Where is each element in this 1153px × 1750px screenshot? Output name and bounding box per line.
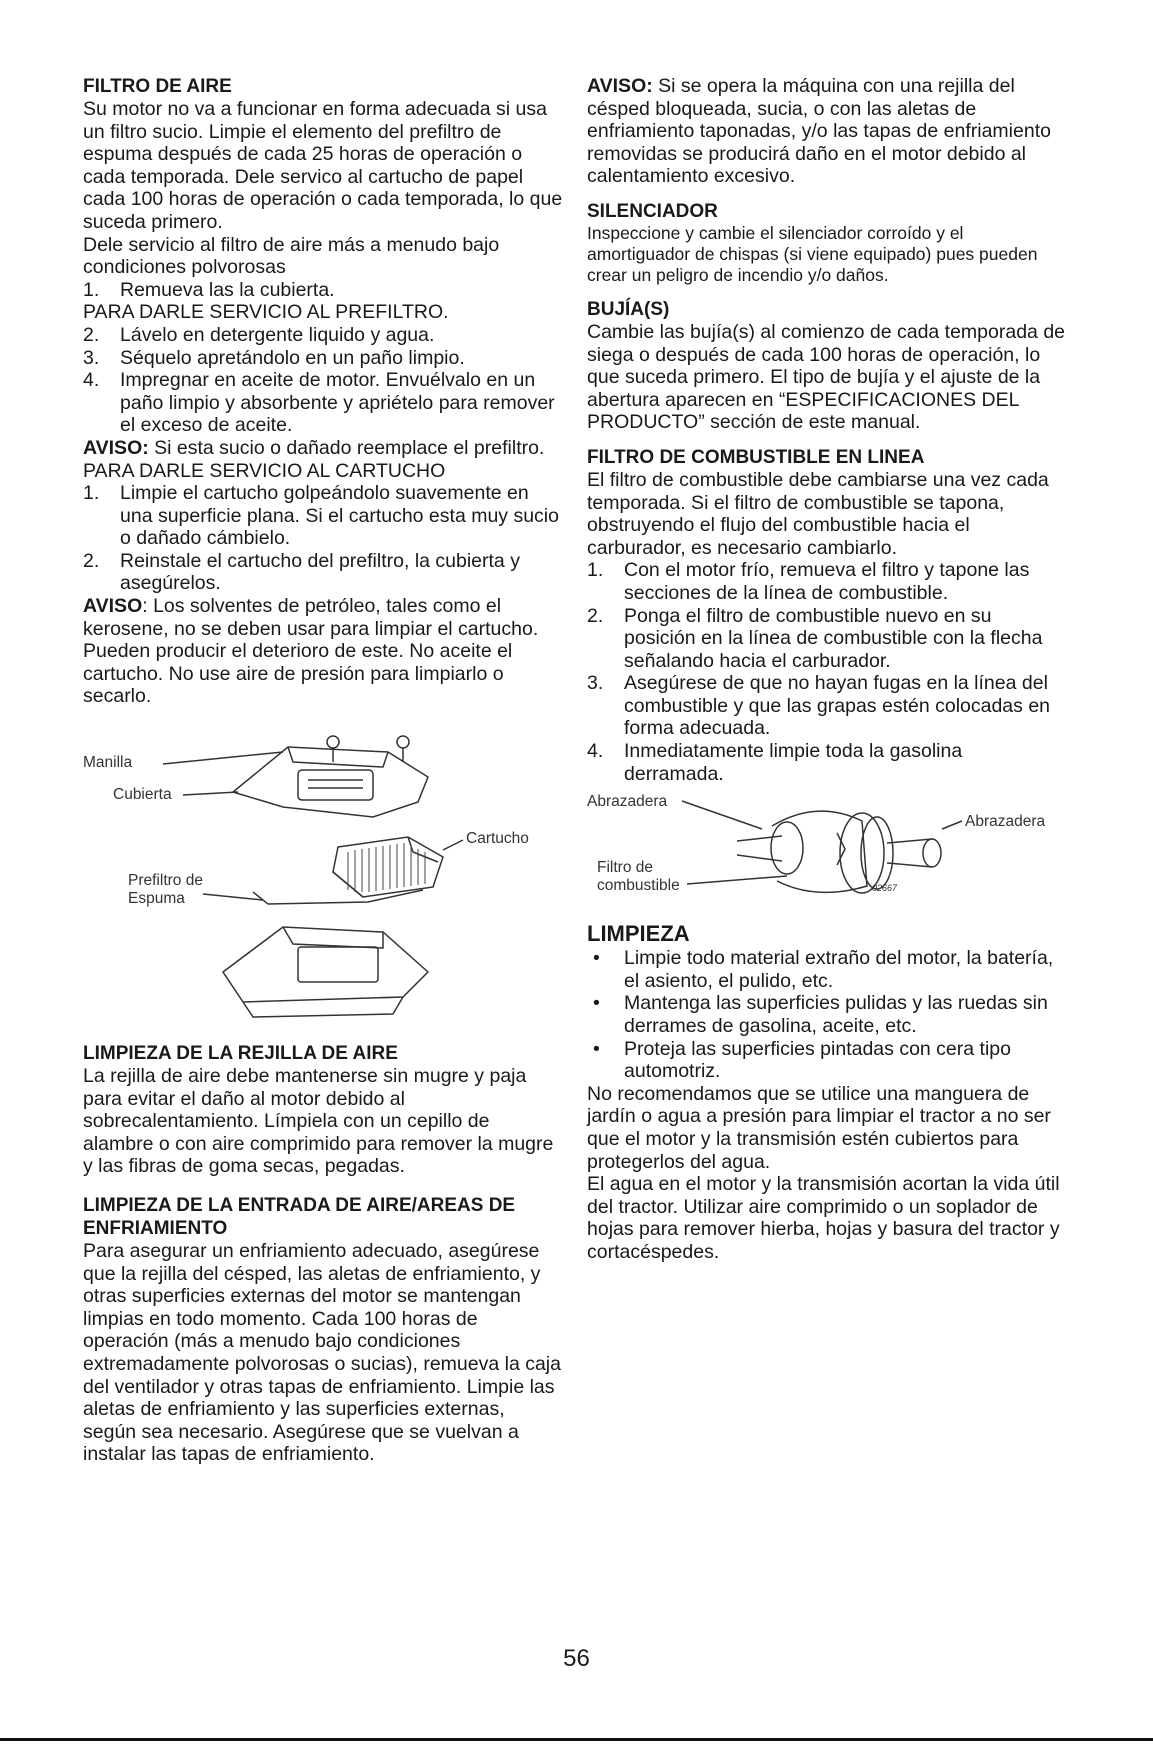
- label-prefiltro-line2: Espuma: [128, 890, 185, 908]
- limpieza-bullets: [587, 947, 1067, 1083]
- limpieza-paragraph-1: No recomendamos que se utilice una manguera de jardín o agua a presión para limpiar el tractor a no ser que el motor y la transmisión estén cubiertos para protegerlos del agua.: [587, 1082, 1051, 1173]
- entrada-aire-paragraph: Para asegurar un enfriamiento adecuado, asegúrese que la rejilla del césped, las aletas de enfriamiento, y otras superficies externas del motor se mantengan limpias en todo momento. Cada 100 horas de operación (más a menudo bajo condiciones extremadamente polvorosas o sucias), remueva la caja del ventilador y otras tapas de enfriamiento. Limpie las aletas de enfriamiento y las superficies externas, según sea necesario. Asegúrese que se vuelvan a instalar las tapas de enfriamiento.: [83, 1240, 561, 1466]
- prefiltro-heading: PARA DARLE SERVICIO AL PREFILTRO.: [83, 301, 449, 324]
- rejilla-title: LIMPIEZA DE LA REJILLA DE AIRE: [83, 1043, 398, 1065]
- label-filtro-line1: Filtro de: [597, 859, 653, 877]
- label-cubierta: Cubierta: [113, 786, 172, 804]
- aviso-sobrecalentamiento: AVISO: Si se opera la máquina con una rejilla del césped bloqueada, sucia, o con las aletas de enfriamiento taponadas, y/o las tapas de enfriamiento removidas se producirá daño en el motor debido al calentamiento excesivo.: [587, 75, 1051, 188]
- list-item: • Mantenga las superficies pulidas y las ruedas sin derrames de gasolina, aceite, etc.: [593, 992, 1048, 1038]
- step-1-list: [83, 279, 563, 302]
- filtro-combustible-title: FILTRO DE COMBUSTIBLE EN LINEA: [587, 446, 925, 468]
- filtro-aire-title: FILTRO DE AIRE: [83, 76, 232, 97]
- list-item: 3. Asegúrese de que no hayan fugas en la línea del combustible y que las grapas estén colocadas en forma adecuada.: [587, 672, 1051, 740]
- list-item: 1. Limpie el cartucho golpeándolo suavemente en una superficie plana. Si el cartucho esta muy sucio o dañado cámbielo.: [83, 482, 559, 550]
- air-filter-figure: [83, 722, 563, 1042]
- aviso-solventes: AVISO: Los solventes de petróleo, tales como el kerosene, no se deben usar para limpiar el cartucho. Pueden producir el deterioro de este. No aceite el cartucho. No use aire de presión para limpiarlo o secarlo.: [83, 595, 539, 708]
- limpieza-paragraph-2: El agua en el motor y la transmisión acortan la vida útil del tractor. Utilizar aire comprimido o un soplador de hojas para remover hierba, hojas y basura del tractor y cortacéspedes.: [587, 1173, 1060, 1263]
- bottom-rule: [0, 1738, 1153, 1741]
- rejilla-paragraph: La rejilla de aire debe mantenerse sin mugre y paja para evitar el daño al motor debido al sobrecalentamiento. Límpiela con un cepillo de alambre o con aire comprimido para remover la mugre y las fibras de goma secas, pegadas.: [83, 1065, 554, 1178]
- page-number: 56: [563, 1645, 590, 1672]
- list-item: 1. Remueva las la cubierta.: [83, 278, 335, 301]
- bujia-title: BUJÍA(S): [587, 298, 670, 320]
- cartucho-heading: PARA DARLE SERVICIO AL CARTUCHO: [83, 459, 446, 482]
- label-manilla: Manilla: [83, 754, 133, 772]
- list-item: 4. Impregnar en aceite de motor. Envuélvalo en un paño limpio y absorbente y apriételo para remover el exceso de aceite.: [83, 369, 555, 437]
- filtro-aire-dusty-note: Dele servicio al filtro de aire más a menudo bajo condiciones polvorosas: [83, 233, 500, 279]
- list-item: • Limpie todo material extraño del motor, la batería, el asiento, el pulido, etc.: [593, 947, 1054, 992]
- label-prefiltro-line1: Prefiltro de: [128, 872, 203, 890]
- combustible-steps: [587, 559, 1067, 785]
- aviso-prefiltro: AVISO: Si esta sucio o dañado reemplace el prefiltro.: [83, 436, 545, 459]
- silenciador-paragraph: Inspeccione y cambie el silenciador corroído y el amortiguador de chispas (si viene equipado) pues pueden crear un peligro de incendio y/o daños.: [587, 222, 1038, 285]
- list-item: 4. Inmediatamente limpie toda la gasolina derramada.: [587, 740, 963, 785]
- label-cartucho: Cartucho: [466, 830, 529, 848]
- prefiltro-steps: [83, 324, 563, 437]
- list-item: • Proteja las superficies pintadas con cera tipo automotriz.: [593, 1037, 1011, 1083]
- label-filtro-line2: combustible: [597, 877, 680, 895]
- limpieza-title: LIMPIEZA: [587, 921, 690, 947]
- label-abrazadera-right: Abrazadera: [965, 813, 1046, 831]
- list-item: 2. Reinstale el cartucho del prefiltro, la cubierta y asegúrelos.: [83, 549, 520, 595]
- silenciador-title: SILENCIADOR: [587, 200, 718, 222]
- list-item: 2. Ponga el filtro de combustible nuevo en su posición en la línea de combustible con la flecha señalando hacia el carburador.: [587, 604, 1043, 672]
- entrada-aire-title: LIMPIEZA DE LA ENTRADA DE AIRE/AREAS DE ENFRIAMIENTO: [83, 1195, 516, 1239]
- filtro-aire-paragraph: Su motor no va a funcionar en forma adecuada si usa un filtro sucio. Limpie el elemento del prefiltro de espuma después de cada 25 horas de operación o cada temporada. Dele servico al cartucho de papel cada 100 horas de operación o cada temporada, lo que suceda primero.: [83, 98, 563, 233]
- list-item: 3. Séquelo apretándolo en un paño limpio.: [83, 346, 465, 369]
- bujia-paragraph: Cambie las bujía(s) al comienzo de cada temporada de siega o después de cada 100 horas de operación, lo que suceda primero. El tipo de bujía y el ajuste de la abertura aparecen en “ESPECIFICACIONES DEL PRODUCTO” sección de este manual.: [587, 320, 1066, 434]
- left-column: [83, 75, 563, 1466]
- figure-code: 02667: [872, 883, 898, 894]
- cartucho-steps: [83, 482, 563, 595]
- fuel-filter-figure: [587, 791, 1067, 921]
- right-column: [587, 75, 1067, 1264]
- list-item: 1. Con el motor frío, remueva el filtro y tapone las secciones de la línea de combustible.: [587, 559, 1030, 604]
- filtro-combustible-paragraph: El filtro de combustible debe cambiarse una vez cada temporada. Si el filtro de combustible se tapona, obstruyendo el flujo del combustible hacia el carburador, es necesario cambiarlo.: [587, 468, 1049, 559]
- list-item: 2. Lávelo en detergente liquido y agua.: [83, 323, 435, 346]
- label-abrazadera-left: Abrazadera: [587, 793, 668, 811]
